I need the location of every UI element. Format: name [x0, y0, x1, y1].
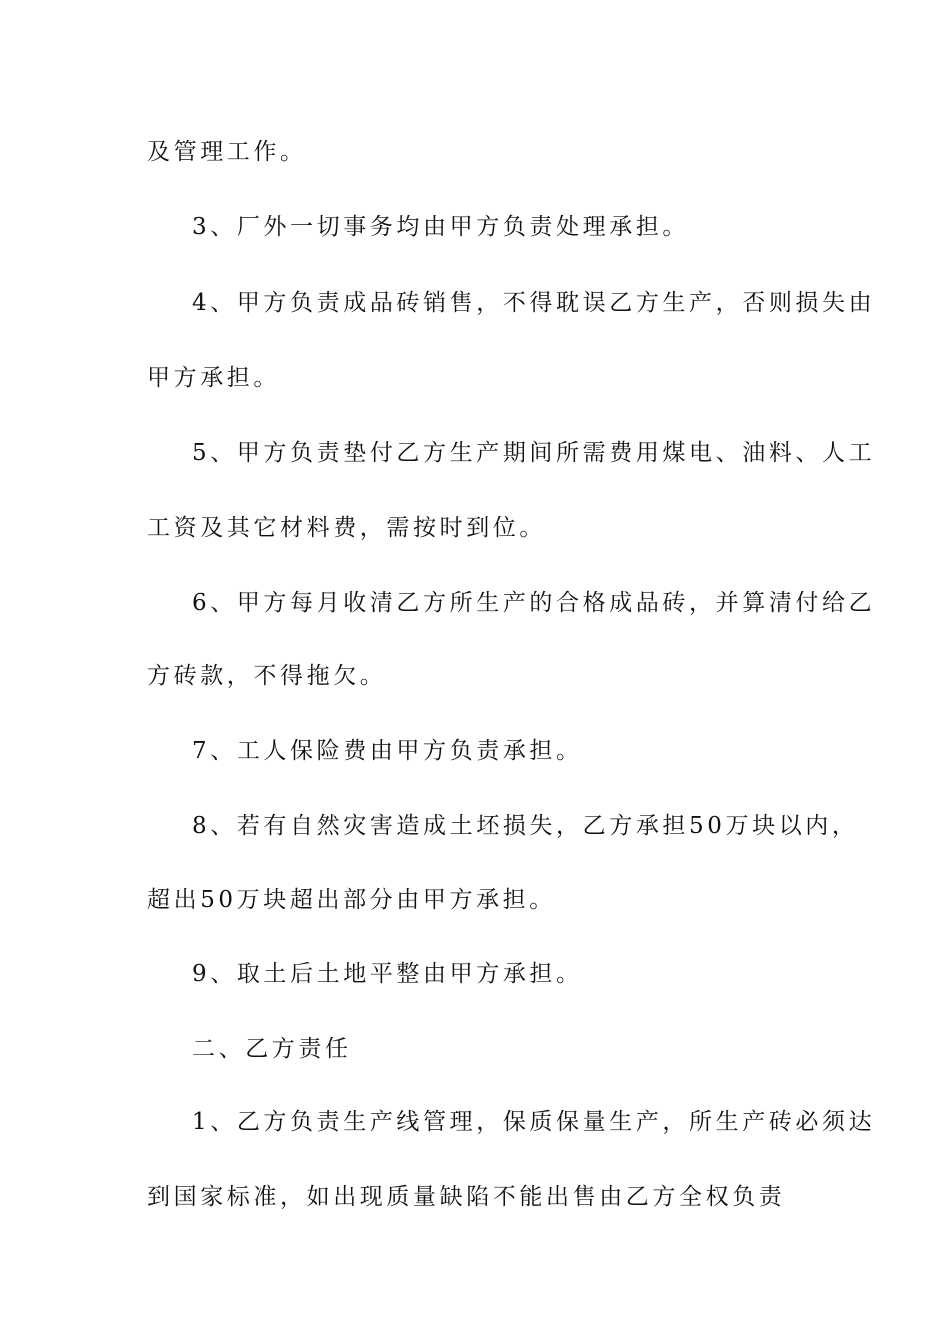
paragraph-line: 甲方承担。 — [147, 365, 280, 391]
paragraph-line: 4、甲方负责成品砖销售，不得耽误乙方生产，否则损失由 — [192, 290, 876, 316]
paragraph-line: 7、工人保险费由甲方负责承担。 — [192, 738, 583, 764]
paragraph-line: 1、乙方负责生产线管理，保质保量生产，所生产砖必须达 — [192, 1109, 876, 1135]
paragraph-line: 方砖款，不得拖欠。 — [147, 663, 387, 689]
paragraph-line: 6、甲方每月收清乙方所生产的合格成品砖，并算清付给乙 — [192, 590, 876, 616]
paragraph-line: 到国家标准，如出现质量缺陷不能出售由乙方全权负责 — [147, 1184, 786, 1210]
paragraph-line: 超出50万块超出部分由甲方承担。 — [147, 887, 556, 913]
paragraph-line: 及管理工作。 — [147, 139, 307, 165]
paragraph-line: 3、厂外一切事务均由甲方负责处理承担。 — [192, 214, 690, 240]
paragraph-line: 8、若有自然灾害造成土坯损失，乙方承担50万块以内， — [192, 813, 859, 839]
paragraph-line: 工资及其它材料费，需按时到位。 — [147, 515, 546, 541]
paragraph-line: 5、甲方负责垫付乙方生产期间所需费用煤电、油料、人工 — [192, 440, 876, 466]
section-heading: 二、乙方责任 — [192, 1036, 352, 1062]
paragraph-line: 9、取土后土地平整由甲方承担。 — [192, 961, 583, 987]
